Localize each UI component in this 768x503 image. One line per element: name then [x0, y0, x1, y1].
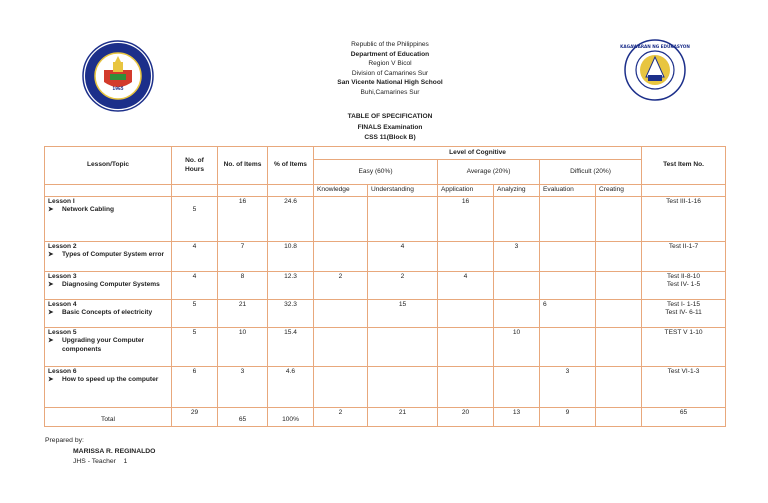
- percent-cell: 15.4: [268, 327, 314, 366]
- percent-cell: 10.8: [268, 241, 314, 271]
- application-cell: 16: [438, 196, 494, 241]
- header-application: Application: [438, 185, 494, 197]
- items-cell: 7: [218, 241, 268, 271]
- header-knowledge: Knowledge: [314, 185, 368, 197]
- creating-cell: [596, 366, 642, 407]
- knowledge-cell: 2: [314, 271, 368, 299]
- header-department: Department of Education: [350, 50, 430, 58]
- total-test: 65: [642, 407, 726, 426]
- creating-cell: [596, 241, 642, 271]
- svg-text:1965: 1965: [112, 86, 124, 91]
- arrow-bullet-icon: ➤: [48, 337, 54, 344]
- application-cell: [438, 366, 494, 407]
- header-percent: % of Items: [268, 147, 314, 185]
- test-item-cell: Test I- 1-15: [667, 300, 701, 308]
- items-cell: 3: [218, 366, 268, 407]
- test-item-cell: Test III-1-16: [666, 197, 701, 205]
- evaluation-cell: 3: [540, 366, 596, 407]
- lesson-label: Lesson 4: [48, 300, 77, 308]
- header-understanding: Understanding: [368, 185, 438, 197]
- header-lesson: Lesson/Topic: [45, 147, 172, 185]
- application-cell: [438, 241, 494, 271]
- creating-cell: [596, 271, 642, 299]
- topic-label: Diagnosing Computer Systems: [62, 281, 160, 288]
- evaluation-cell: [540, 271, 596, 299]
- creating-cell: [596, 196, 642, 241]
- total-application: 20: [438, 407, 494, 426]
- application-cell: [438, 299, 494, 327]
- header-school: San Vicente National High School: [337, 79, 443, 86]
- understanding-cell: 2: [368, 271, 438, 299]
- hours-cell: 4: [172, 241, 218, 271]
- header-evaluation: Evaluation: [540, 185, 596, 197]
- evaluation-cell: [540, 327, 596, 366]
- arrow-bullet-icon: ➤: [48, 376, 54, 383]
- total-analyzing: 13: [494, 407, 540, 426]
- document-header: [290, 40, 490, 97]
- header-items: No. of Items: [218, 147, 268, 185]
- analyzing-cell: 3: [494, 241, 540, 271]
- lesson-label: Lesson 5: [48, 328, 77, 336]
- table-row: [45, 196, 726, 241]
- knowledge-cell: [314, 299, 368, 327]
- header-cognitive: Level of Cognitive: [314, 147, 642, 160]
- table-row: [45, 241, 726, 271]
- hours-cell: 4: [172, 271, 218, 299]
- table-row: [45, 299, 726, 327]
- evaluation-cell: 6: [540, 299, 596, 327]
- table-row: [45, 327, 726, 366]
- analyzing-cell: [494, 196, 540, 241]
- lesson-label: Lesson 6: [48, 367, 77, 375]
- total-creating: [596, 407, 642, 426]
- test-item-cell: Test IV- 6-11: [665, 309, 702, 316]
- topic-label: How to speed up the computer: [62, 376, 159, 383]
- total-percent: 100%: [268, 407, 314, 426]
- knowledge-cell: [314, 366, 368, 407]
- lesson-label: Lesson 3: [48, 272, 77, 280]
- hours-cell: 6: [172, 366, 218, 407]
- analyzing-cell: [494, 299, 540, 327]
- arrow-bullet-icon: ➤: [48, 309, 54, 316]
- knowledge-cell: [314, 327, 368, 366]
- understanding-cell: [368, 327, 438, 366]
- lesson-label: Lesson 2: [48, 242, 77, 250]
- percent-cell: 32.3: [268, 299, 314, 327]
- topic-label: Basic Concepts of electricity: [62, 309, 153, 316]
- understanding-cell: [368, 196, 438, 241]
- document-titles: [290, 112, 490, 144]
- knowledge-cell: [314, 241, 368, 271]
- header-creating: Creating: [596, 185, 642, 197]
- arrow-bullet-icon: ➤: [48, 206, 54, 213]
- percent-cell: 12.3: [268, 271, 314, 299]
- test-item-cell: TEST V 1-10: [664, 328, 703, 336]
- header-region: Region V Bicol: [368, 60, 412, 67]
- total-hours: 29: [172, 407, 218, 426]
- creating-cell: [596, 327, 642, 366]
- hours-cell: 5: [172, 196, 218, 241]
- preparer-name: MARISSA R. REGINALDO: [73, 447, 156, 455]
- total-label: Total: [45, 407, 172, 426]
- deped-seal-logo: [620, 39, 690, 101]
- table-row: [45, 271, 726, 299]
- total-row: [45, 407, 726, 426]
- topic-label: Types of Computer System error: [62, 251, 165, 258]
- header-republic: Republic of the Philippines: [351, 41, 429, 48]
- header-test-item: Test Item No.: [642, 147, 726, 185]
- hours-cell: 5: [172, 327, 218, 366]
- items-cell: 10: [218, 327, 268, 366]
- table-row: [45, 366, 726, 407]
- topic-label: Network Cabling: [62, 206, 115, 213]
- header-average: Average (20%): [438, 160, 540, 185]
- header-hours: No. of Hours: [172, 147, 218, 185]
- total-knowledge: 2: [314, 407, 368, 426]
- specification-table: [44, 146, 726, 427]
- total-items: 65: [218, 407, 268, 426]
- header-easy: Easy (60%): [314, 160, 438, 185]
- total-evaluation: 9: [540, 407, 596, 426]
- title-class: CSS 11(Block B): [364, 134, 416, 141]
- svg-text:KAGAWARAN NG EDUKASYON: KAGAWARAN NG EDUKASYON: [620, 44, 690, 49]
- arrow-bullet-icon: ➤: [48, 281, 54, 288]
- arrow-bullet-icon: ➤: [48, 251, 54, 258]
- total-understanding: 21: [368, 407, 438, 426]
- lesson-label: Lesson I: [48, 197, 75, 205]
- items-cell: 8: [218, 271, 268, 299]
- application-cell: 4: [438, 271, 494, 299]
- school-seal-logo: [82, 40, 154, 112]
- title-tos: TABLE OF SPECIFICATION: [347, 113, 433, 120]
- knowledge-cell: [314, 196, 368, 241]
- understanding-cell: 15: [368, 299, 438, 327]
- items-cell: 16: [218, 196, 268, 241]
- hours-cell: 5: [172, 299, 218, 327]
- preparer-role: JHS - Teacher 1: [73, 458, 128, 465]
- percent-cell: 24.6: [268, 196, 314, 241]
- evaluation-cell: [540, 196, 596, 241]
- application-cell: [438, 327, 494, 366]
- percent-cell: 4.6: [268, 366, 314, 407]
- title-exam: FINALS Examination: [357, 123, 423, 131]
- test-item-cell: Test II-8-10: [667, 272, 701, 280]
- understanding-cell: [368, 366, 438, 407]
- creating-cell: [596, 299, 642, 327]
- header-division: Division of Camarines Sur: [351, 69, 429, 77]
- items-cell: 21: [218, 299, 268, 327]
- prepared-label: Prepared by:: [45, 437, 84, 444]
- evaluation-cell: [540, 241, 596, 271]
- test-item-cell: Test II-1-7: [668, 242, 699, 250]
- analyzing-cell: 10: [494, 327, 540, 366]
- test-item-cell: Test VI-1-3: [667, 367, 700, 375]
- analyzing-cell: [494, 366, 540, 407]
- test-item-cell: Test IV- 1-5: [666, 281, 701, 288]
- header-address: Buhi,Camarines Sur: [360, 88, 420, 96]
- prepared-by-block: [45, 436, 155, 468]
- topic-label: Upgrading your Computer components: [62, 337, 145, 353]
- header-analyzing: Analyzing: [494, 185, 540, 197]
- understanding-cell: 4: [368, 241, 438, 271]
- analyzing-cell: [494, 271, 540, 299]
- header-difficult: Difficult (20%): [540, 160, 642, 185]
